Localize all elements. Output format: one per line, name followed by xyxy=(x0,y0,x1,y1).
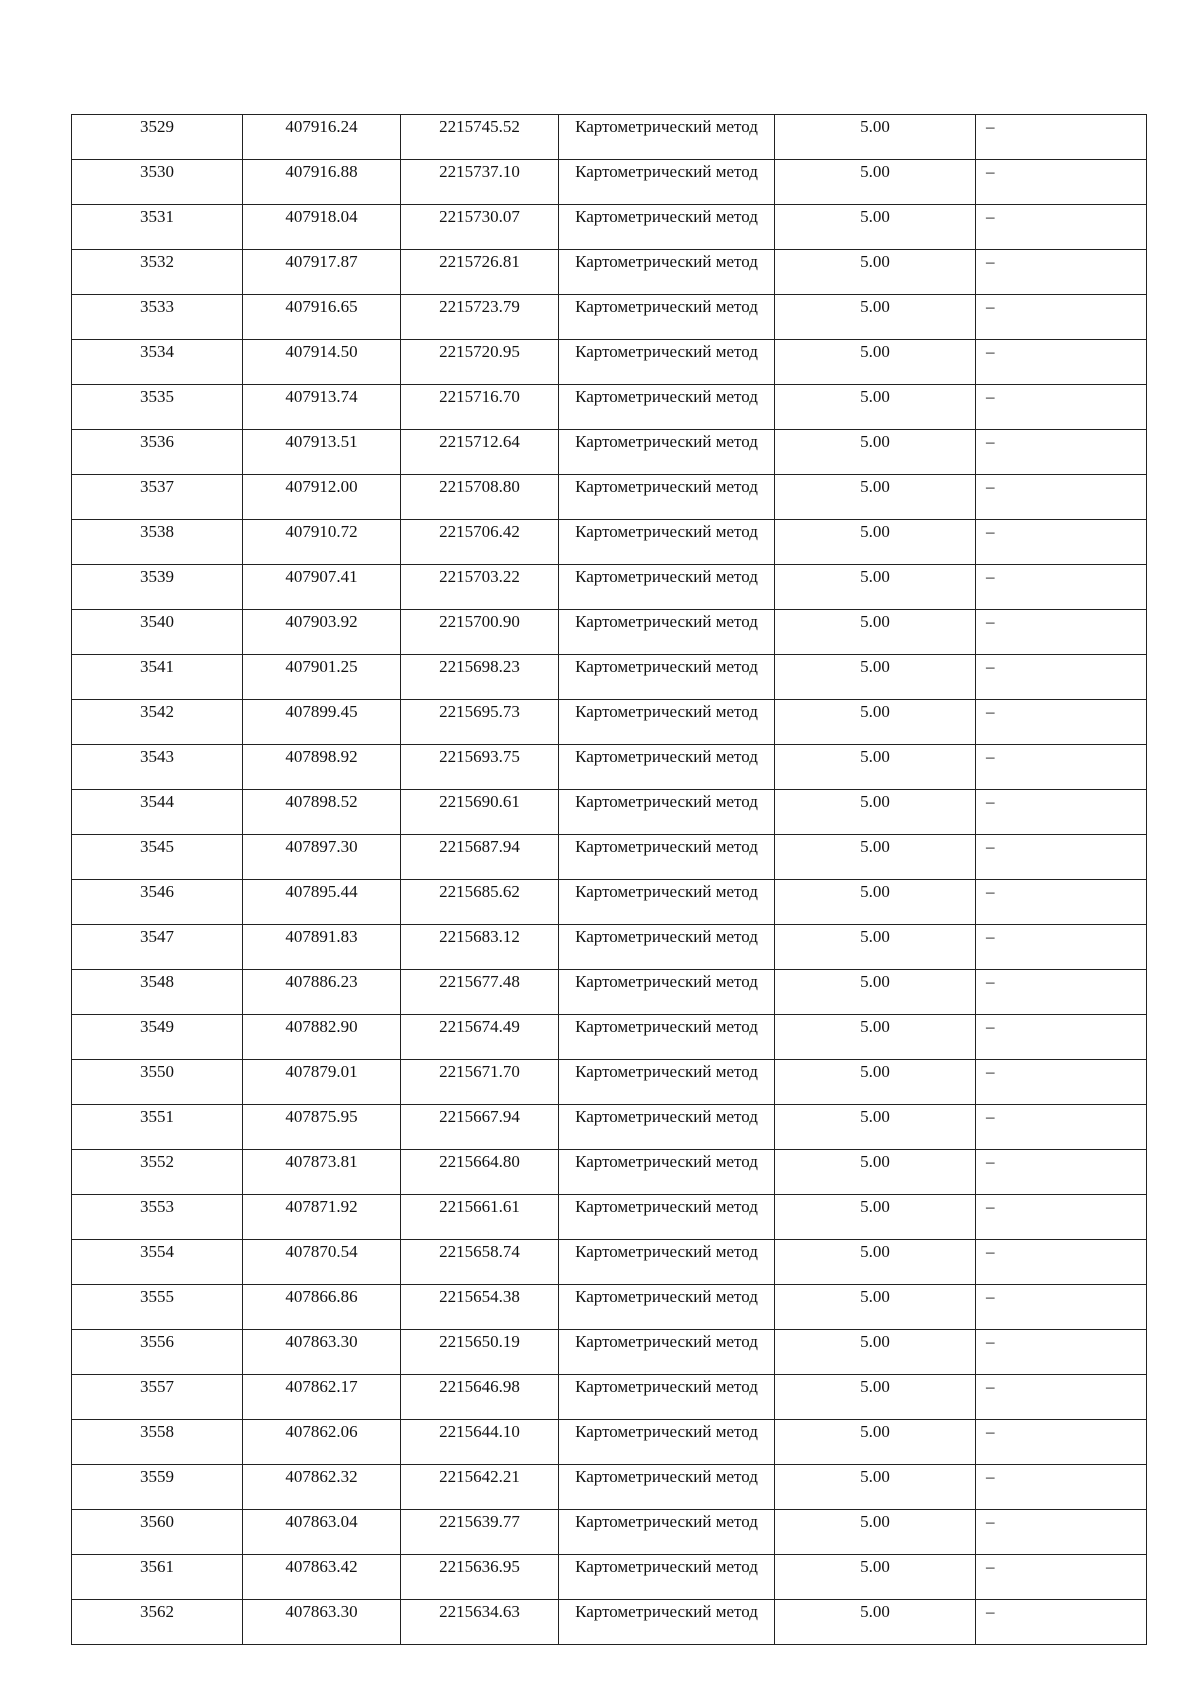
table-row xyxy=(72,1510,1147,1555)
accuracy-cell: 5.00 xyxy=(775,1375,976,1420)
method-cell: Картометрический метод xyxy=(559,430,775,475)
point-number-cell: 3531 xyxy=(72,205,243,250)
y-coordinate-cell: 2215703.22 xyxy=(401,565,559,610)
point-number-cell: 3550 xyxy=(72,1060,243,1105)
table-row xyxy=(72,835,1147,880)
method-cell: Картометрический метод xyxy=(559,1465,775,1510)
point-number-cell: 3554 xyxy=(72,1240,243,1285)
note-cell: – xyxy=(976,385,1147,430)
accuracy-cell: 5.00 xyxy=(775,1150,976,1195)
point-number-cell: 3556 xyxy=(72,1330,243,1375)
point-number-cell: 3551 xyxy=(72,1105,243,1150)
accuracy-cell: 5.00 xyxy=(775,115,976,160)
note-cell: – xyxy=(976,1285,1147,1330)
y-coordinate-cell: 2215708.80 xyxy=(401,475,559,520)
y-coordinate-cell: 2215646.98 xyxy=(401,1375,559,1420)
note-cell: – xyxy=(976,1510,1147,1555)
table-row xyxy=(72,1105,1147,1150)
accuracy-cell: 5.00 xyxy=(775,790,976,835)
table-row xyxy=(72,790,1147,835)
table-row xyxy=(72,880,1147,925)
y-coordinate-cell: 2215706.42 xyxy=(401,520,559,565)
table-row xyxy=(72,565,1147,610)
method-cell: Картометрический метод xyxy=(559,1195,775,1240)
x-coordinate-cell: 407913.74 xyxy=(243,385,401,430)
note-cell: – xyxy=(976,1600,1147,1645)
y-coordinate-cell: 2215644.10 xyxy=(401,1420,559,1465)
table-row xyxy=(72,340,1147,385)
table-row xyxy=(72,970,1147,1015)
method-cell: Картометрический метод xyxy=(559,1330,775,1375)
accuracy-cell: 5.00 xyxy=(775,520,976,565)
note-cell: – xyxy=(976,430,1147,475)
x-coordinate-cell: 407897.30 xyxy=(243,835,401,880)
point-number-cell: 3546 xyxy=(72,880,243,925)
point-number-cell: 3542 xyxy=(72,700,243,745)
method-cell: Картометрический метод xyxy=(559,880,775,925)
point-number-cell: 3547 xyxy=(72,925,243,970)
x-coordinate-cell: 407898.92 xyxy=(243,745,401,790)
note-cell: – xyxy=(976,340,1147,385)
method-cell: Картометрический метод xyxy=(559,1420,775,1465)
accuracy-cell: 5.00 xyxy=(775,925,976,970)
table-row xyxy=(72,1240,1147,1285)
table-row xyxy=(72,1015,1147,1060)
x-coordinate-cell: 407913.51 xyxy=(243,430,401,475)
note-cell: – xyxy=(976,115,1147,160)
y-coordinate-cell: 2215650.19 xyxy=(401,1330,559,1375)
method-cell: Картометрический метод xyxy=(559,565,775,610)
x-coordinate-cell: 407875.95 xyxy=(243,1105,401,1150)
x-coordinate-cell: 407879.01 xyxy=(243,1060,401,1105)
accuracy-cell: 5.00 xyxy=(775,1600,976,1645)
x-coordinate-cell: 407917.87 xyxy=(243,250,401,295)
point-number-cell: 3543 xyxy=(72,745,243,790)
note-cell: – xyxy=(976,610,1147,655)
note-cell: – xyxy=(976,700,1147,745)
x-coordinate-cell: 407901.25 xyxy=(243,655,401,700)
point-number-cell: 3545 xyxy=(72,835,243,880)
y-coordinate-cell: 2215685.62 xyxy=(401,880,559,925)
accuracy-cell: 5.00 xyxy=(775,1330,976,1375)
table-row xyxy=(72,1600,1147,1645)
note-cell: – xyxy=(976,745,1147,790)
y-coordinate-cell: 2215693.75 xyxy=(401,745,559,790)
point-number-cell: 3558 xyxy=(72,1420,243,1465)
note-cell: – xyxy=(976,205,1147,250)
x-coordinate-cell: 407862.06 xyxy=(243,1420,401,1465)
x-coordinate-cell: 407882.90 xyxy=(243,1015,401,1060)
note-cell: – xyxy=(976,790,1147,835)
method-cell: Картометрический метод xyxy=(559,1015,775,1060)
method-cell: Картометрический метод xyxy=(559,610,775,655)
y-coordinate-cell: 2215671.70 xyxy=(401,1060,559,1105)
point-number-cell: 3548 xyxy=(72,970,243,1015)
table-row xyxy=(72,1330,1147,1375)
point-number-cell: 3532 xyxy=(72,250,243,295)
y-coordinate-cell: 2215720.95 xyxy=(401,340,559,385)
y-coordinate-cell: 2215690.61 xyxy=(401,790,559,835)
y-coordinate-cell: 2215639.77 xyxy=(401,1510,559,1555)
note-cell: – xyxy=(976,655,1147,700)
table-row xyxy=(72,925,1147,970)
point-number-cell: 3553 xyxy=(72,1195,243,1240)
y-coordinate-cell: 2215634.63 xyxy=(401,1600,559,1645)
note-cell: – xyxy=(976,1330,1147,1375)
table-row xyxy=(72,1195,1147,1240)
method-cell: Картометрический метод xyxy=(559,835,775,880)
note-cell: – xyxy=(976,1060,1147,1105)
y-coordinate-cell: 2215698.23 xyxy=(401,655,559,700)
accuracy-cell: 5.00 xyxy=(775,160,976,205)
x-coordinate-cell: 407870.54 xyxy=(243,1240,401,1285)
x-coordinate-cell: 407873.81 xyxy=(243,1150,401,1195)
accuracy-cell: 5.00 xyxy=(775,1555,976,1600)
point-number-cell: 3540 xyxy=(72,610,243,655)
note-cell: – xyxy=(976,1555,1147,1600)
x-coordinate-cell: 407907.41 xyxy=(243,565,401,610)
y-coordinate-cell: 2215737.10 xyxy=(401,160,559,205)
method-cell: Картометрический метод xyxy=(559,1285,775,1330)
y-coordinate-cell: 2215700.90 xyxy=(401,610,559,655)
note-cell: – xyxy=(976,565,1147,610)
note-cell: – xyxy=(976,250,1147,295)
x-coordinate-cell: 407863.30 xyxy=(243,1330,401,1375)
table-row xyxy=(72,610,1147,655)
table-row xyxy=(72,205,1147,250)
point-number-cell: 3541 xyxy=(72,655,243,700)
x-coordinate-cell: 407871.92 xyxy=(243,1195,401,1240)
method-cell: Картометрический метод xyxy=(559,1240,775,1285)
table-row xyxy=(72,295,1147,340)
x-coordinate-cell: 407916.24 xyxy=(243,115,401,160)
note-cell: – xyxy=(976,1240,1147,1285)
accuracy-cell: 5.00 xyxy=(775,385,976,430)
accuracy-cell: 5.00 xyxy=(775,295,976,340)
method-cell: Картометрический метод xyxy=(559,205,775,250)
method-cell: Картометрический метод xyxy=(559,1105,775,1150)
method-cell: Картометрический метод xyxy=(559,1600,775,1645)
method-cell: Картометрический метод xyxy=(559,1555,775,1600)
method-cell: Картометрический метод xyxy=(559,1150,775,1195)
x-coordinate-cell: 407862.32 xyxy=(243,1465,401,1510)
table-row xyxy=(72,700,1147,745)
table-row xyxy=(72,1465,1147,1510)
accuracy-cell: 5.00 xyxy=(775,1465,976,1510)
y-coordinate-cell: 2215667.94 xyxy=(401,1105,559,1150)
accuracy-cell: 5.00 xyxy=(775,250,976,295)
y-coordinate-cell: 2215658.74 xyxy=(401,1240,559,1285)
method-cell: Картометрический метод xyxy=(559,475,775,520)
accuracy-cell: 5.00 xyxy=(775,1015,976,1060)
accuracy-cell: 5.00 xyxy=(775,205,976,250)
point-number-cell: 3557 xyxy=(72,1375,243,1420)
point-number-cell: 3560 xyxy=(72,1510,243,1555)
method-cell: Картометрический метод xyxy=(559,1060,775,1105)
point-number-cell: 3544 xyxy=(72,790,243,835)
accuracy-cell: 5.00 xyxy=(775,475,976,520)
x-coordinate-cell: 407862.17 xyxy=(243,1375,401,1420)
note-cell: – xyxy=(976,1105,1147,1150)
table-row xyxy=(72,1150,1147,1195)
method-cell: Картометрический метод xyxy=(559,520,775,565)
method-cell: Картометрический метод xyxy=(559,970,775,1015)
note-cell: – xyxy=(976,475,1147,520)
x-coordinate-cell: 407914.50 xyxy=(243,340,401,385)
accuracy-cell: 5.00 xyxy=(775,880,976,925)
y-coordinate-cell: 2215716.70 xyxy=(401,385,559,430)
x-coordinate-cell: 407866.86 xyxy=(243,1285,401,1330)
point-number-cell: 3559 xyxy=(72,1465,243,1510)
accuracy-cell: 5.00 xyxy=(775,1285,976,1330)
y-coordinate-cell: 2215636.95 xyxy=(401,1555,559,1600)
table-row xyxy=(72,1420,1147,1465)
x-coordinate-cell: 407910.72 xyxy=(243,520,401,565)
x-coordinate-cell: 407916.88 xyxy=(243,160,401,205)
point-number-cell: 3552 xyxy=(72,1150,243,1195)
note-cell: – xyxy=(976,295,1147,340)
y-coordinate-cell: 2215683.12 xyxy=(401,925,559,970)
point-number-cell: 3561 xyxy=(72,1555,243,1600)
method-cell: Картометрический метод xyxy=(559,655,775,700)
accuracy-cell: 5.00 xyxy=(775,610,976,655)
table-row xyxy=(72,385,1147,430)
method-cell: Картометрический метод xyxy=(559,340,775,385)
y-coordinate-cell: 2215745.52 xyxy=(401,115,559,160)
accuracy-cell: 5.00 xyxy=(775,1240,976,1285)
accuracy-cell: 5.00 xyxy=(775,745,976,790)
coordinates-table-body xyxy=(72,115,1147,1645)
accuracy-cell: 5.00 xyxy=(775,1510,976,1555)
y-coordinate-cell: 2215730.07 xyxy=(401,205,559,250)
accuracy-cell: 5.00 xyxy=(775,340,976,385)
x-coordinate-cell: 407903.92 xyxy=(243,610,401,655)
table-row xyxy=(72,520,1147,565)
coordinates-table xyxy=(71,114,1147,1645)
note-cell: – xyxy=(976,835,1147,880)
method-cell: Картометрический метод xyxy=(559,250,775,295)
method-cell: Картометрический метод xyxy=(559,160,775,205)
x-coordinate-cell: 407916.65 xyxy=(243,295,401,340)
accuracy-cell: 5.00 xyxy=(775,430,976,475)
x-coordinate-cell: 407895.44 xyxy=(243,880,401,925)
y-coordinate-cell: 2215674.49 xyxy=(401,1015,559,1060)
accuracy-cell: 5.00 xyxy=(775,1060,976,1105)
method-cell: Картометрический метод xyxy=(559,115,775,160)
x-coordinate-cell: 407886.23 xyxy=(243,970,401,1015)
y-coordinate-cell: 2215723.79 xyxy=(401,295,559,340)
y-coordinate-cell: 2215654.38 xyxy=(401,1285,559,1330)
y-coordinate-cell: 2215695.73 xyxy=(401,700,559,745)
point-number-cell: 3549 xyxy=(72,1015,243,1060)
note-cell: – xyxy=(976,1195,1147,1240)
note-cell: – xyxy=(976,1375,1147,1420)
method-cell: Картометрический метод xyxy=(559,1375,775,1420)
x-coordinate-cell: 407898.52 xyxy=(243,790,401,835)
accuracy-cell: 5.00 xyxy=(775,655,976,700)
table-row xyxy=(72,160,1147,205)
point-number-cell: 3530 xyxy=(72,160,243,205)
note-cell: – xyxy=(976,160,1147,205)
accuracy-cell: 5.00 xyxy=(775,700,976,745)
note-cell: – xyxy=(976,970,1147,1015)
table-row xyxy=(72,1555,1147,1600)
x-coordinate-cell: 407863.04 xyxy=(243,1510,401,1555)
x-coordinate-cell: 407863.42 xyxy=(243,1555,401,1600)
point-number-cell: 3539 xyxy=(72,565,243,610)
table-row xyxy=(72,745,1147,790)
table-row xyxy=(72,475,1147,520)
table-row xyxy=(72,1285,1147,1330)
x-coordinate-cell: 407918.04 xyxy=(243,205,401,250)
table-row xyxy=(72,1375,1147,1420)
y-coordinate-cell: 2215661.61 xyxy=(401,1195,559,1240)
point-number-cell: 3529 xyxy=(72,115,243,160)
method-cell: Картометрический метод xyxy=(559,1510,775,1555)
table-row xyxy=(72,250,1147,295)
note-cell: – xyxy=(976,1420,1147,1465)
point-number-cell: 3538 xyxy=(72,520,243,565)
note-cell: – xyxy=(976,925,1147,970)
method-cell: Картометрический метод xyxy=(559,745,775,790)
point-number-cell: 3535 xyxy=(72,385,243,430)
x-coordinate-cell: 407899.45 xyxy=(243,700,401,745)
table-row xyxy=(72,655,1147,700)
method-cell: Картометрический метод xyxy=(559,925,775,970)
method-cell: Картометрический метод xyxy=(559,385,775,430)
y-coordinate-cell: 2215677.48 xyxy=(401,970,559,1015)
table-row xyxy=(72,1060,1147,1105)
accuracy-cell: 5.00 xyxy=(775,565,976,610)
accuracy-cell: 5.00 xyxy=(775,1195,976,1240)
y-coordinate-cell: 2215726.81 xyxy=(401,250,559,295)
note-cell: – xyxy=(976,1150,1147,1195)
y-coordinate-cell: 2215687.94 xyxy=(401,835,559,880)
method-cell: Картометрический метод xyxy=(559,790,775,835)
method-cell: Картометрический метод xyxy=(559,700,775,745)
accuracy-cell: 5.00 xyxy=(775,835,976,880)
point-number-cell: 3537 xyxy=(72,475,243,520)
point-number-cell: 3534 xyxy=(72,340,243,385)
accuracy-cell: 5.00 xyxy=(775,970,976,1015)
table-row xyxy=(72,430,1147,475)
note-cell: – xyxy=(976,1465,1147,1510)
point-number-cell: 3533 xyxy=(72,295,243,340)
y-coordinate-cell: 2215642.21 xyxy=(401,1465,559,1510)
table-row xyxy=(72,115,1147,160)
y-coordinate-cell: 2215712.64 xyxy=(401,430,559,475)
accuracy-cell: 5.00 xyxy=(775,1105,976,1150)
note-cell: – xyxy=(976,520,1147,565)
x-coordinate-cell: 407891.83 xyxy=(243,925,401,970)
x-coordinate-cell: 407912.00 xyxy=(243,475,401,520)
x-coordinate-cell: 407863.30 xyxy=(243,1600,401,1645)
note-cell: – xyxy=(976,1015,1147,1060)
point-number-cell: 3555 xyxy=(72,1285,243,1330)
y-coordinate-cell: 2215664.80 xyxy=(401,1150,559,1195)
method-cell: Картометрический метод xyxy=(559,295,775,340)
note-cell: – xyxy=(976,880,1147,925)
point-number-cell: 3536 xyxy=(72,430,243,475)
accuracy-cell: 5.00 xyxy=(775,1420,976,1465)
point-number-cell: 3562 xyxy=(72,1600,243,1645)
